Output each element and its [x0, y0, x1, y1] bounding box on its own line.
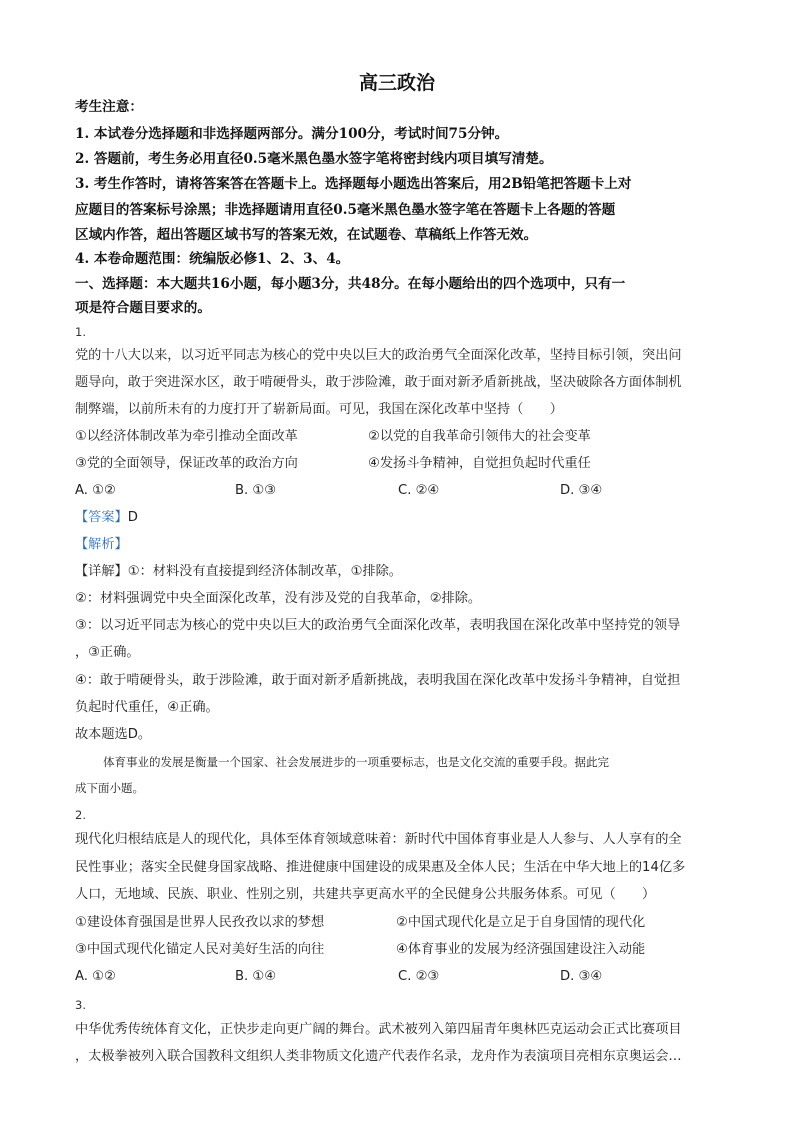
- question-stem: ，太极拳被列入联合国教科文组织人类非物质文化遗产代表作名录，龙舟作为表演项目亮相东京奥运会…: [75, 1049, 682, 1064]
- conclusion: 故本题选D。: [75, 727, 152, 742]
- statement: ④体育事业的发展为经济强国建设注入动能: [396, 942, 646, 957]
- analysis-tag: 【解析】: [75, 537, 128, 552]
- question-number: 3.: [75, 998, 86, 1012]
- statement: ④发扬斗争精神，自觉担负起时代重任: [368, 456, 591, 471]
- answer-tag: 【答案】: [75, 510, 128, 525]
- choice-b: B. ①④: [235, 969, 277, 984]
- question-number: 2.: [75, 808, 86, 822]
- answer-value: D: [127, 510, 138, 525]
- question-number: 1.: [75, 325, 86, 339]
- statement: ②中国式现代化是立足于自身国情的现代化: [396, 915, 646, 930]
- question-stem: 中华优秀传统体育文化，正快步走向更广阔的舞台。武术被列入第四届青年奥林匹克运动会正式比赛项目: [75, 1022, 682, 1037]
- choice-c: C. ②④: [398, 483, 440, 498]
- detail-tag: 【详解】: [75, 564, 128, 579]
- notice-item: 区域内作答，超出答题区域书写的答案无效，在试题卷、草稿纸上作答无效。: [75, 227, 538, 243]
- choice-a: A. ①②: [75, 969, 116, 984]
- question-stem: 题导向，敢于突进深水区，敢于啃硬骨头，敢于涉险滩，敢于面对新矛盾新挑战，坚决破除各方面体制机: [75, 375, 682, 390]
- choice-d: D. ③④: [560, 483, 603, 498]
- section-heading: 项是符合题目要求的。: [75, 300, 211, 316]
- passage-text: 成下面小题。: [75, 781, 144, 795]
- question-stem: 民性事业；落实全民健身国家战略、推进健康中国建设的成果惠及全体人民；生活在中华大地上的14亿多: [75, 860, 686, 875]
- detail-line: [75, 562, 402, 582]
- section-heading: 一、选择题：本大题共16小题，每小题3分，共48分。在每小题给出的四个选项中，只有一: [75, 276, 626, 292]
- statement: ①以经济体制改革为牵引推动全面改革: [75, 429, 298, 444]
- question-stem: 现代化归根结底是人的现代化，具体至体育领域意味着：新时代中国体育事业是人人参与、人人享有的全: [75, 832, 682, 847]
- statement: ③党的全面领导，保证改革的政治方向: [75, 456, 298, 471]
- question-stem: 党的十八大以来，以习近平同志为核心的党中央以巨大的政治勇气全面深化改革，坚持目标引领，突出问: [75, 348, 682, 363]
- answer-line: [75, 508, 138, 528]
- notice-item: 2. 答题前，考生务必用直径0.5毫米黑色墨水签字笔将密封线内项目填写清楚。: [75, 151, 553, 167]
- statement: ③中国式现代化锚定人民对美好生活的向往: [75, 942, 325, 957]
- choice-c: C. ②③: [398, 969, 440, 984]
- choice-d: D. ③④: [560, 969, 603, 984]
- choice-b: B. ①③: [235, 483, 277, 498]
- notice-heading: 考生注意：: [75, 99, 143, 115]
- detail-line: ③：以习近平同志为核心的党中央以巨大的政治勇气全面深化改革，表明我国在深化改革中坚持党的领导: [75, 618, 681, 633]
- notice-item: 1. 本试卷分选择题和非选择题两部分。满分100分，考试时间75分钟。: [75, 126, 509, 142]
- statement: ①建设体育强国是世界人民孜孜以求的梦想: [75, 915, 325, 930]
- notice-item: 应题目的答案标号涂黑；非选择题请用直径0.5毫米黑色墨水签字笔在答题卡上各题的答题: [75, 202, 616, 218]
- question-stem: 人口，无地域、民族、职业、性别之别，共建共享更高水平的全民健身公共服务体系。可见（ ）: [75, 887, 656, 902]
- detail-line: 负起时代重任，④正确。: [75, 700, 219, 715]
- choice-a: A. ①②: [75, 483, 116, 498]
- detail-line: ④：敢于啃硬骨头，敢于涉险滩，敢于面对新矛盾新挑战，表明我国在深化改革中发扬斗争精神，自觉担: [75, 673, 681, 688]
- page-title: 高三政治: [358, 72, 435, 94]
- detail-line: ，③正确。: [75, 645, 140, 660]
- statement: ②以党的自我革命引领伟大的社会变革: [368, 429, 591, 444]
- notice-item: 4. 本卷命题范围：统编版必修1、2、3、4。: [75, 251, 350, 267]
- question-stem: 制弊端，以前所未有的力度打开了崭新局面。可见，我国在深化改革中坚持（ ）: [75, 402, 563, 417]
- detail-text: ①：材料没有直接提到经济体制改革，①排除。: [127, 564, 402, 579]
- passage-text: 体育事业的发展是衡量一个国家、社会发展进步的一项重要标志，也是文化交流的重要手段。据此完: [103, 755, 609, 769]
- notice-item: 3. 考生作答时，请将答案答在答题卡上。选择题每小题选出答案后，用2B铅笔把答题卡上对: [75, 176, 632, 192]
- detail-line: ②：材料强调党中央全面深化改革，没有涉及党的自我革命，②排除。: [75, 591, 482, 606]
